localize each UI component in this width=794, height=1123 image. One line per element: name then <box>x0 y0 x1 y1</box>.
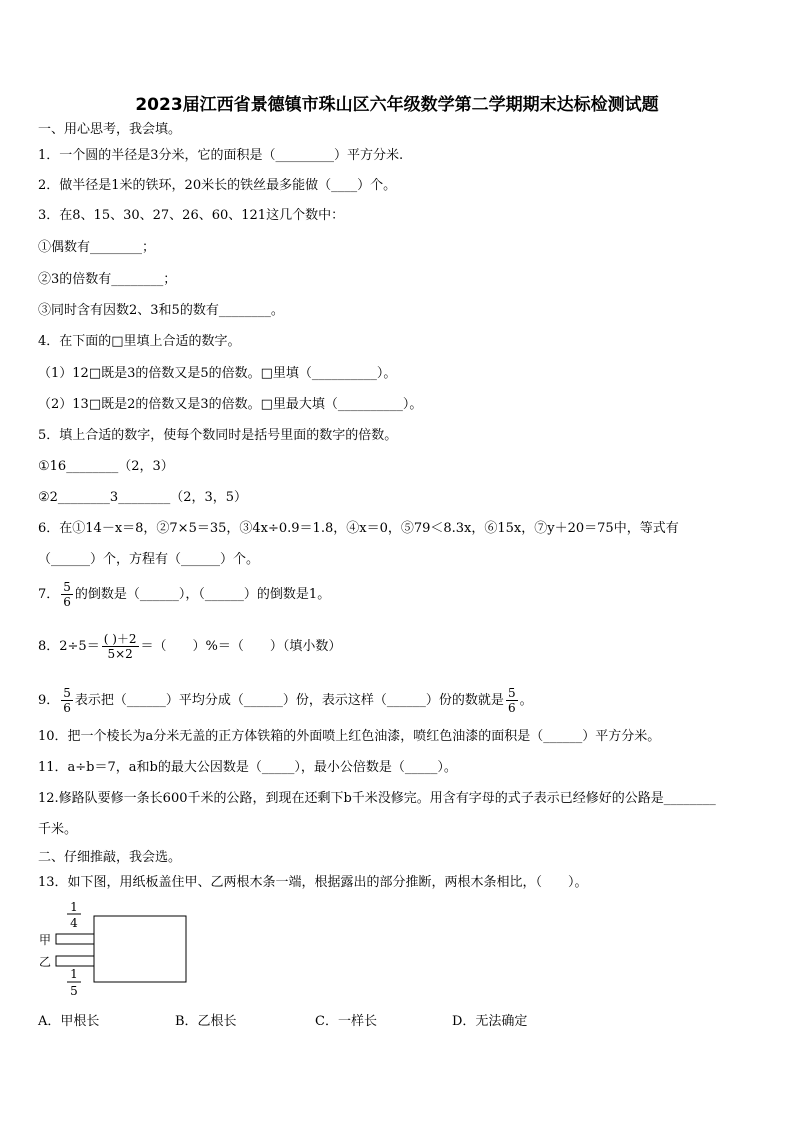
question-3-part-1: ①偶数有________； <box>38 240 156 255</box>
cardboard-cover <box>94 916 186 982</box>
section-2-heading: 二、仔细推敲，我会选。 <box>38 850 182 865</box>
question-8 <box>38 632 341 661</box>
bottom-fraction-denominator: 5 <box>70 984 78 998</box>
q8-text: ＝（ ）%＝（ ）（填小数） <box>140 639 342 654</box>
top-fraction-numerator: 1 <box>70 900 78 914</box>
top-fraction-denominator: 4 <box>70 916 78 930</box>
strip-yi <box>56 956 94 966</box>
wood-strips-figure <box>36 900 196 1000</box>
fraction-numerator: 5 <box>507 686 516 700</box>
fraction-five-sixths <box>61 686 73 715</box>
fraction-numerator: 5 <box>63 686 71 700</box>
question-5: 5．填上合适的数字，使每个数同时是括号里面的数字的倍数。 <box>38 428 398 443</box>
question-1: 1．一个圆的半径是3分米，它的面积是（_________）平方分米. <box>38 148 404 163</box>
bottom-fraction-numerator: 1 <box>70 967 78 981</box>
q9-text: 表示把（______）平均分成（______）份，表示这样（______）份的数就是 <box>74 693 504 708</box>
fraction-denominator: 6 <box>63 595 71 609</box>
fraction-expression <box>102 632 139 661</box>
question-12-line-1: 12.修路队要修一条长600千米的公路，到现在还剩下b千米没修完。用含有字母的式子表示已经修好的公路是________ <box>38 791 716 806</box>
page-title: 2023届江西省景德镇市珠山区六年级数学第二学期期末达标检测试题 <box>135 95 659 115</box>
question-3: 3．在8、15、30、27、26、60、121这几个数中： <box>38 208 345 223</box>
question-4-part-1: （1）12□既是3的倍数又是5的倍数。□里填（__________）。 <box>38 366 397 381</box>
question-13: 13．如下图，用纸板盖住甲、乙两根木条一端，根据露出的部分推断，两根木条相比，（ ）。 <box>38 875 588 890</box>
fraction-five-sixths <box>61 580 73 609</box>
option-c: C．一样长 <box>315 1014 377 1029</box>
q9-end: 。 <box>519 693 533 708</box>
question-3-part-2: ②3的倍数有________； <box>38 272 177 287</box>
fraction-five-sixths-2 <box>506 686 518 715</box>
question-5-part-2: ②2________3________（2，3，5） <box>38 490 248 505</box>
option-d: D．无法确定 <box>452 1014 528 1029</box>
question-5-part-1: ①16________（2，3） <box>38 459 174 474</box>
q9-number: 9． <box>38 693 60 708</box>
fraction-denominator: 6 <box>507 701 516 715</box>
fraction-denominator: 5×2 <box>107 647 133 661</box>
option-b: B．乙根长 <box>175 1014 237 1029</box>
question-4: 4．在下面的□里填上合适的数字。 <box>38 334 241 349</box>
question-2: 2．做半径是1米的铁环，20米长的铁丝最多能做（____）个。 <box>38 178 397 193</box>
strip-jia <box>56 934 94 944</box>
question-6-line-2: （______）个，方程有（______）个。 <box>38 552 260 567</box>
question-7 <box>38 580 330 609</box>
question-3-part-3: ③同时含有因数2、3和5的数有________。 <box>38 303 284 318</box>
label-yi: 乙 <box>39 955 52 969</box>
fraction-denominator: 6 <box>63 701 71 715</box>
fraction-numerator: 5 <box>63 580 71 594</box>
option-a: A．甲根长 <box>38 1014 100 1029</box>
question-9 <box>38 686 533 715</box>
question-10: 10．把一个棱长为a分米无盖的正方体铁箱的外面喷上红色油漆，喷红色油漆的面积是（______）平方分米。 <box>38 729 661 744</box>
q7-number: 7． <box>38 587 60 602</box>
question-4-part-2: （2）13□既是2的倍数又是3的倍数。□里最大填（__________）。 <box>38 397 423 412</box>
question-12-line-2: 千米。 <box>38 822 78 837</box>
q8-number: 8．2÷5＝ <box>38 639 100 654</box>
section-1-heading: 一、用心思考，我会填。 <box>38 122 182 137</box>
question-6-line-1: 6．在①14－x＝8，②7×5＝35，③4x÷0.9＝1.8，④x＝0，⑤79＜8.3x，⑥15x，⑦y＋20＝75中，等式有 <box>38 521 679 536</box>
question-11: 11．a÷b＝7，a和b的最大公因数是（_____），最小公倍数是（_____）。 <box>38 760 457 775</box>
q7-text: 的倒数是（______），（______）的倒数是1。 <box>74 587 331 602</box>
label-jia: 甲 <box>39 933 52 947</box>
fraction-numerator: ( )＋2 <box>103 632 137 646</box>
